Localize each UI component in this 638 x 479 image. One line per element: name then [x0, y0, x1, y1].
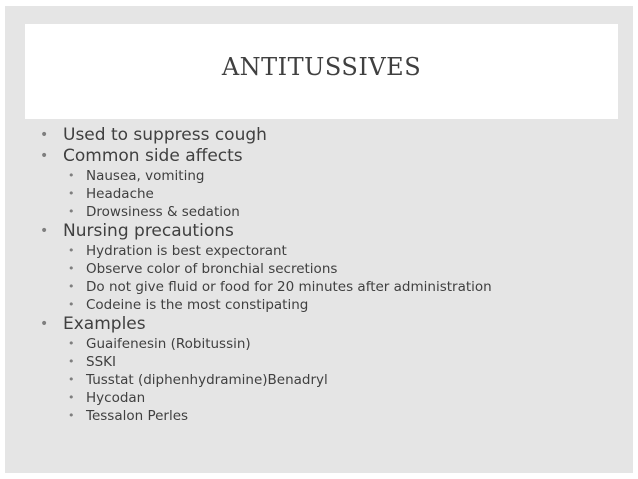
bullet-text: Examples	[63, 314, 146, 334]
sub-bullet-item	[40, 296, 620, 314]
sub-bullet-item	[40, 185, 620, 203]
bullet-icon: •	[68, 280, 75, 293]
sub-bullet-item	[40, 167, 620, 185]
sub-bullet-item	[40, 371, 620, 389]
bullet-icon: •	[68, 337, 75, 350]
sub-bullet-item	[40, 260, 620, 278]
sub-bullet-item	[40, 278, 620, 296]
bullet-item	[40, 125, 620, 146]
sub-bullet-item	[40, 203, 620, 221]
bullet-text: Guaifenesin (Robitussin)	[86, 336, 251, 352]
bullet-text: Do not give fluid or food for 20 minutes after administration	[86, 279, 492, 295]
bullet-text: Observe color of bronchial secretions	[86, 261, 338, 277]
bullet-text: Nausea, vomiting	[86, 168, 205, 184]
bullet-icon: •	[68, 244, 75, 257]
bullet-icon: •	[68, 373, 75, 386]
bullet-icon: •	[68, 409, 75, 422]
bullet-text: Common side affects	[63, 146, 243, 166]
bullet-text: Nursing precautions	[63, 221, 234, 241]
slide-title: ANTITUSSIVES	[221, 53, 422, 81]
bullet-text: Tessalon Perles	[86, 408, 189, 424]
bullet-text: Tusstat (diphenhydramine)Benadryl	[86, 372, 328, 388]
bullet-item	[40, 314, 620, 335]
bullet-text: Hydration is best expectorant	[86, 243, 287, 259]
sub-bullet-item	[40, 353, 620, 371]
bullet-text: SSKI	[86, 354, 116, 370]
sub-bullet-item	[40, 389, 620, 407]
bullet-item	[40, 146, 620, 167]
bullet-icon: •	[68, 205, 75, 218]
bullet-icon: •	[40, 223, 49, 239]
sub-bullet-item	[40, 335, 620, 353]
sub-bullet-item	[40, 407, 620, 425]
bullet-text: Headache	[86, 186, 154, 202]
title-box	[25, 24, 618, 119]
bullet-icon: •	[40, 148, 49, 164]
bullet-icon: •	[68, 262, 75, 275]
bullet-icon: •	[68, 187, 75, 200]
bullet-icon: •	[68, 298, 75, 311]
bullet-text: Used to suppress cough	[63, 125, 267, 145]
bullet-item	[40, 221, 620, 242]
slide	[5, 6, 633, 473]
sub-bullet-item	[40, 242, 620, 260]
bullet-icon: •	[68, 355, 75, 368]
bullet-icon: •	[40, 316, 49, 332]
bullet-text: Codeine is the most constipating	[86, 297, 309, 313]
bullet-icon: •	[68, 391, 75, 404]
bullet-list	[40, 125, 620, 425]
bullet-text: Hycodan	[86, 390, 146, 406]
bullet-icon: •	[68, 169, 75, 182]
bullet-icon: •	[40, 127, 49, 143]
bullet-text: Drowsiness & sedation	[86, 204, 240, 220]
